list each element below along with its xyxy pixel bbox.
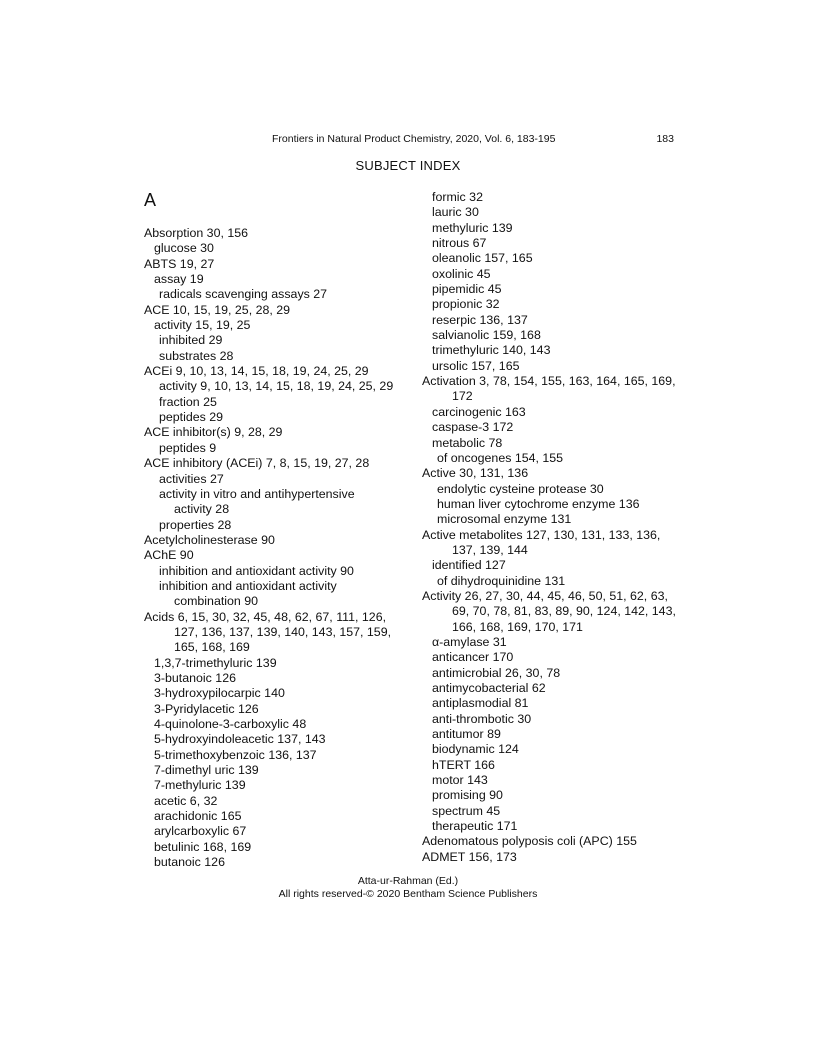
index-entry-continuation: 127, 136, 137, 139, 140, 143, 157, 159, xyxy=(174,624,392,639)
index-subentry: of oncogenes 154, 155 xyxy=(437,450,564,465)
index-subentry: glucose 30 xyxy=(154,241,214,256)
index-subentry: 4-quinolone-3-carboxylic 48 xyxy=(154,717,307,731)
index-subentry: ursolic 157, 165 xyxy=(432,358,520,373)
index-subentry: 7-dimethyl uric 139 xyxy=(154,763,259,778)
page-title: SUBJECT INDEX xyxy=(355,158,461,173)
index-subentry: nitrous 67 xyxy=(432,236,487,251)
index-subentry: propionic 32 xyxy=(432,297,500,312)
index-subentry: carcinogenic 163 xyxy=(432,404,526,419)
index-subentry: salvianolic 159, 168 xyxy=(432,328,541,343)
index-subentry: pipemidic 45 xyxy=(432,282,502,297)
index-subentry: 5-hydroxyindoleacetic 137, 143 xyxy=(154,732,326,747)
index-subentry: caspase-3 172 xyxy=(432,420,514,435)
index-subentry: endolytic cysteine protease 30 xyxy=(437,481,604,496)
index-entry-continuation: 166, 168, 169, 170, 171 xyxy=(452,619,583,634)
index-subentry: activity 15, 19, 25 xyxy=(154,318,251,333)
index-subentry: formic 32 xyxy=(432,190,483,204)
index-subentry: 1,3,7-trimethyluric 139 xyxy=(154,655,277,670)
index-main-entry: Adenomatous polyposis coli (APC) 155 xyxy=(422,834,637,849)
index-subentry: human liver cytochrome enzyme 136 xyxy=(437,496,640,511)
index-entry-continuation: 69, 70, 78, 81, 83, 89, 90, 124, 142, 143, xyxy=(452,604,676,619)
index-main-entry: AChE 90 xyxy=(144,548,194,563)
index-subentry: spectrum 45 xyxy=(432,803,501,818)
index-subentry: hTERT 166 xyxy=(432,757,495,772)
index-main-entry: Active 30, 131, 136 xyxy=(422,466,529,481)
index-subentry: methyluric 139 xyxy=(432,220,513,235)
index-subentry: lauric 30 xyxy=(432,205,479,220)
index-subentry: arylcarboxylic 67 xyxy=(154,824,247,839)
index-subentry: betulinic 168, 169 xyxy=(154,839,252,854)
index-subentry: metabolic 78 xyxy=(432,435,503,450)
index-subentry: antimicrobial 26, 30, 78 xyxy=(432,665,561,680)
index-subentry: motor 143 xyxy=(432,773,488,788)
index-subentry: assay 19 xyxy=(154,272,204,287)
index-subentry: inhibition and antioxidant activity 90 xyxy=(159,563,354,578)
index-entry-continuation: 165, 168, 169 xyxy=(174,640,250,655)
index-subentry: identified 127 xyxy=(432,558,506,573)
index-subentry: therapeutic 171 xyxy=(432,819,518,834)
index-subentry: radicals scavenging assays 27 xyxy=(159,287,328,302)
index-main-entry: ADMET 156, 173 xyxy=(422,849,517,864)
index-subentry: antimycobacterial 62 xyxy=(432,681,546,695)
index-subentry: activity 9, 10, 13, 14, 15, 18, 19, 24, 25, 29 xyxy=(159,379,394,394)
index-subentry: fraction 25 xyxy=(159,394,217,409)
index-main-entry: ACE 10, 15, 19, 25, 28, 29 xyxy=(144,302,291,317)
footer-copyright: All rights reserved-© 2020 Bentham Science Publishers xyxy=(278,888,538,900)
index-subentry: arachidonic 165 xyxy=(154,809,242,824)
index-main-entry: Acetylcholinesterase 90 xyxy=(144,532,275,547)
index-subentry: butanoic 126 xyxy=(154,855,225,870)
index-entry-continuation: combination 90 xyxy=(174,594,259,609)
index-subentry: 3-Pyridylacetic 126 xyxy=(154,701,259,716)
index-main-entry: Activation 3, 78, 154, 155, 163, 164, 165, 169, xyxy=(422,374,676,389)
index-subentry: anti-thrombotic 30 xyxy=(432,711,532,726)
index-entry-continuation: 137, 139, 144 xyxy=(452,542,528,557)
index-subentry: 3-hydroxypilocarpic 140 xyxy=(154,686,285,701)
page-number: 183 xyxy=(656,133,674,145)
index-subentry: activities 27 xyxy=(159,471,224,486)
index-subentry: promising 90 xyxy=(432,788,503,803)
index-subentry: trimethyluric 140, 143 xyxy=(432,343,551,358)
journal-citation: Frontiers in Natural Product Chemistry, 2020, Vol. 6, 183-195 xyxy=(272,133,556,145)
index-subentry: 3-butanoic 126 xyxy=(154,670,236,685)
index-subentry: biodynamic 124 xyxy=(432,742,519,757)
index-main-entry: ACEi 9, 10, 13, 14, 15, 18, 19, 24, 25, 29 xyxy=(144,364,369,379)
index-subentry: of dihydroquinidine 131 xyxy=(437,573,566,588)
index-subentry: microsomal enzyme 131 xyxy=(437,512,572,527)
page-footer xyxy=(0,875,816,901)
index-main-entry: Activity 26, 27, 30, 44, 45, 46, 50, 51, 62, 63, xyxy=(422,588,668,603)
index-subentry: α-amylase 31 xyxy=(432,634,507,649)
index-subentry: peptides 9 xyxy=(159,440,217,455)
index-subentry: properties 28 xyxy=(159,517,232,532)
index-main-entry: ACE inhibitor(s) 9, 28, 29 xyxy=(144,425,283,440)
index-subentry: peptides 29 xyxy=(159,410,224,425)
index-subentry: 5-trimethoxybenzoic 136, 137 xyxy=(154,747,317,762)
index-subentry: reserpic 136, 137 xyxy=(432,312,528,327)
index-subentry: inhibition and antioxidant activity xyxy=(159,578,337,593)
index-entry-continuation: activity 28 xyxy=(174,502,230,517)
index-main-entry: Active metabolites 127, 130, 131, 133, 136, xyxy=(422,527,661,542)
index-subentry: oleanolic 157, 165 xyxy=(432,251,533,266)
section-letter-heading: A xyxy=(144,190,157,210)
index-main-entry: ABTS 19, 27 xyxy=(144,256,215,271)
index-subentry: antitumor 89 xyxy=(432,727,501,742)
footer-editor: Atta-ur-Rahman (Ed.) xyxy=(357,875,459,887)
index-subentry: inhibited 29 xyxy=(159,333,223,348)
index-subentry: anticancer 170 xyxy=(432,650,514,665)
index-main-entry: Absorption 30, 156 xyxy=(144,226,249,240)
index-column-left xyxy=(144,226,404,870)
index-subentry: oxolinic 45 xyxy=(432,266,491,281)
index-subentry: acetic 6, 32 xyxy=(154,793,218,808)
index-entry-continuation: 172 xyxy=(452,389,473,404)
index-subentry: substrates 28 xyxy=(159,348,234,363)
index-subentry: 7-methyluric 139 xyxy=(154,778,246,793)
index-subentry: antiplasmodial 81 xyxy=(432,696,529,711)
index-column-right xyxy=(422,190,684,865)
index-main-entry: ACE inhibitory (ACEi) 7, 8, 15, 19, 27, 28 xyxy=(144,456,370,471)
index-subentry: activity in vitro and antihypertensive xyxy=(159,486,355,501)
index-main-entry: Acids 6, 15, 30, 32, 45, 48, 62, 67, 111, 126, xyxy=(144,609,387,624)
